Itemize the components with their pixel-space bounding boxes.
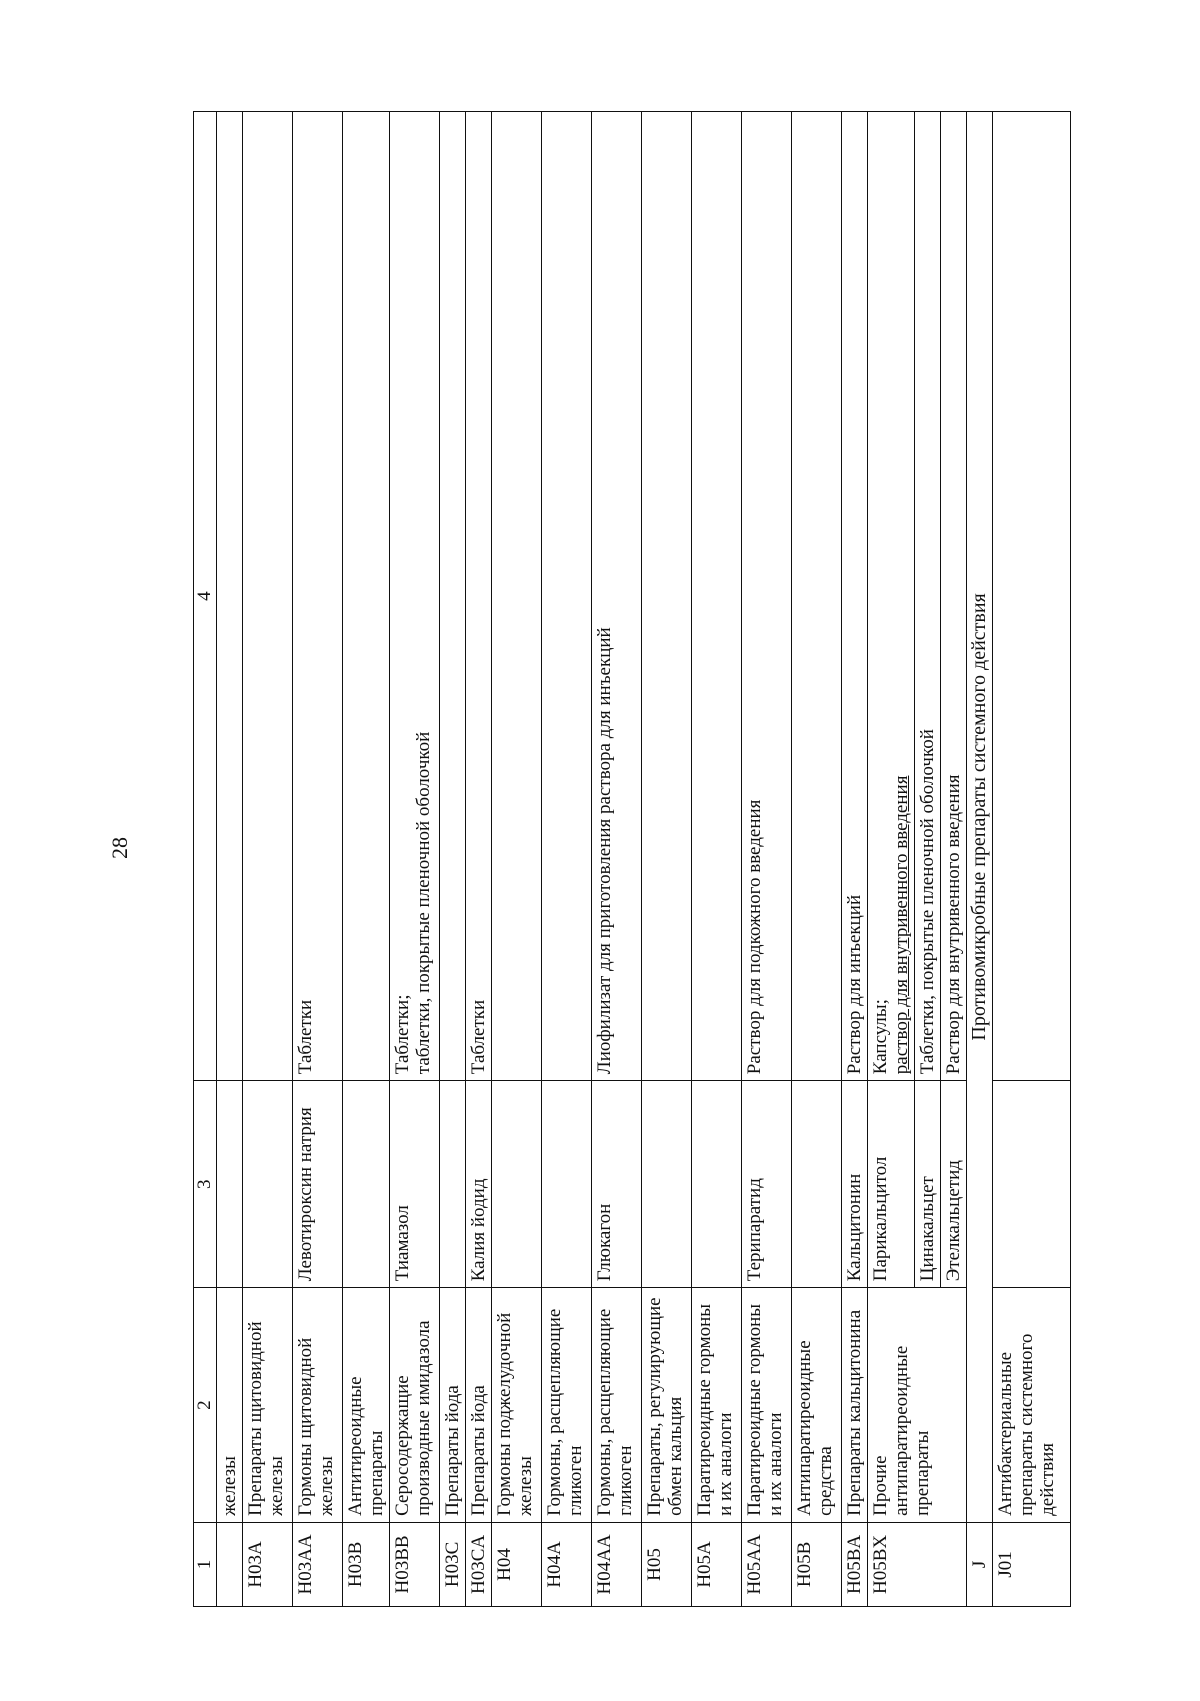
table-row [492, 112, 542, 1607]
dosage-form [993, 112, 1071, 1081]
table-row [542, 112, 592, 1607]
atc-code: H05 [642, 1522, 692, 1606]
substance-name: Парикальцитол [868, 1081, 915, 1288]
group-name: Гормоны поджелудочной железы [492, 1288, 542, 1523]
group-name: Антипаратиреоидные средства [792, 1288, 842, 1523]
substance-name: Цинакальцет [915, 1081, 941, 1288]
table-row [293, 112, 343, 1607]
dosage-form: Раствор для инъекций [842, 112, 868, 1081]
atc-code: H03B [343, 1522, 390, 1606]
substance-name [642, 1081, 692, 1288]
atc-code: H04A [542, 1522, 592, 1606]
atc-code: H03AA [293, 1522, 343, 1606]
group-name: Препараты кальцитонина [842, 1288, 868, 1523]
dosage-form [642, 112, 692, 1081]
substance-name [792, 1081, 842, 1288]
atc-code: H05BX [868, 1522, 967, 1606]
drug-table [193, 111, 1071, 1607]
dosage-form [492, 112, 542, 1081]
substance-name: Кальцитонин [842, 1081, 868, 1288]
group-name: Препараты йода [466, 1288, 492, 1523]
table-row [842, 112, 868, 1607]
atc-code: H05B [792, 1522, 842, 1606]
atc-code: H04AA [592, 1522, 642, 1606]
form-line: Таблетки; [392, 994, 413, 1075]
group-name: Препараты щитовидной железы [243, 1288, 293, 1523]
substance-name: Левотироксин натрия [293, 1081, 343, 1288]
form-line: таблетки, покрытые пленочной оболочкой [413, 731, 434, 1075]
table-row [993, 112, 1071, 1607]
atc-code: H03C [440, 1522, 466, 1606]
form-line: Раствор для внутривенного введения [943, 774, 964, 1075]
atc-code: H04 [492, 1522, 542, 1606]
group-name: Антибактериальные препараты системного действия [993, 1288, 1071, 1523]
substance-name [492, 1081, 542, 1288]
atc-code: J [967, 1522, 993, 1606]
substance-name: Тиамазол [390, 1081, 440, 1288]
substance-name [993, 1081, 1071, 1288]
group-name: Гормоны, расщепляющие гликоген [542, 1288, 592, 1523]
dosage-form [440, 112, 466, 1081]
group-name: Прочие антипаратиреоидные препараты [868, 1288, 967, 1523]
group-name: Антитиреоидные препараты [343, 1288, 390, 1523]
dosage-form: Раствор для подкожного введения [742, 112, 792, 1081]
table-row [343, 112, 390, 1607]
table-row [642, 112, 692, 1607]
table-row [390, 112, 440, 1607]
group-name: Препараты, регулирующие обмен кальция [642, 1288, 692, 1523]
dosage-form [542, 112, 592, 1081]
form-line: Капсулы; [870, 999, 891, 1075]
table-row [217, 112, 243, 1607]
substance-name [542, 1081, 592, 1288]
substance-name [343, 1081, 390, 1288]
table-row [592, 112, 642, 1607]
dosage-form [343, 112, 390, 1081]
substance-name: Этелкальцетид [941, 1081, 967, 1288]
dosage-form [915, 112, 941, 1081]
atc-code: H05BA [842, 1522, 868, 1606]
table-row [243, 112, 293, 1607]
group-name: Паратиреоидные гормоны и их аналоги [742, 1288, 792, 1523]
table-row [466, 112, 492, 1607]
rotated-page [193, 111, 1117, 1607]
dosage-form [390, 112, 440, 1081]
group-name: Гормоны щитовидной железы [293, 1288, 343, 1523]
section-row [967, 112, 993, 1607]
section-title: Противомикробные препараты системного действия [967, 112, 993, 1523]
table-row [692, 112, 742, 1607]
substance-name: Калия йодид [466, 1081, 492, 1288]
atc-code: H05AA [742, 1522, 792, 1606]
substance-name [217, 1081, 243, 1288]
group-name: Серосодержащие производные имидазола [390, 1288, 440, 1523]
table-row [440, 112, 466, 1607]
dosage-form [941, 112, 967, 1081]
group-name: Паратиреоидные гормоны и их аналоги [692, 1288, 742, 1523]
group-name: Препараты йода [440, 1288, 466, 1523]
header-cell: 3 [194, 1081, 217, 1288]
substance-name [243, 1081, 293, 1288]
header-cell: 1 [194, 1522, 217, 1606]
header-cell: 2 [194, 1288, 217, 1523]
atc-code: H03BB [390, 1522, 440, 1606]
group-name: железы [217, 1288, 243, 1523]
table-row [742, 112, 792, 1607]
substance-name [692, 1081, 742, 1288]
header-row [194, 112, 217, 1607]
dosage-form [243, 112, 293, 1081]
substance-name: Терипаратид [742, 1081, 792, 1288]
dosage-form: Лиофилизат для приготовления раствора для инъекций [592, 112, 642, 1081]
atc-code: H03CA [466, 1522, 492, 1606]
table-row [792, 112, 842, 1607]
substance-name: Глюкагон [592, 1081, 642, 1288]
form-line: Таблетки, покрытые пленочной оболочкой [917, 729, 938, 1075]
dosage-form [692, 112, 742, 1081]
dosage-form [792, 112, 842, 1081]
group-name: Гормоны, расщепляющие гликоген [592, 1288, 642, 1523]
atc-code: H03A [243, 1522, 293, 1606]
atc-code: H05A [692, 1522, 742, 1606]
page-number: 28 [107, 837, 132, 859]
dosage-form: Таблетки [466, 112, 492, 1081]
table-body [194, 112, 1071, 1607]
dosage-form: Таблетки [293, 112, 343, 1081]
form-line: раствор для внутривенного введения [891, 775, 912, 1075]
dosage-form [217, 112, 243, 1081]
header-cell: 4 [194, 112, 217, 1081]
atc-code [217, 1522, 243, 1606]
atc-code: J01 [993, 1522, 1071, 1606]
substance-name [440, 1081, 466, 1288]
dosage-form [868, 112, 915, 1081]
table-row [868, 112, 915, 1607]
